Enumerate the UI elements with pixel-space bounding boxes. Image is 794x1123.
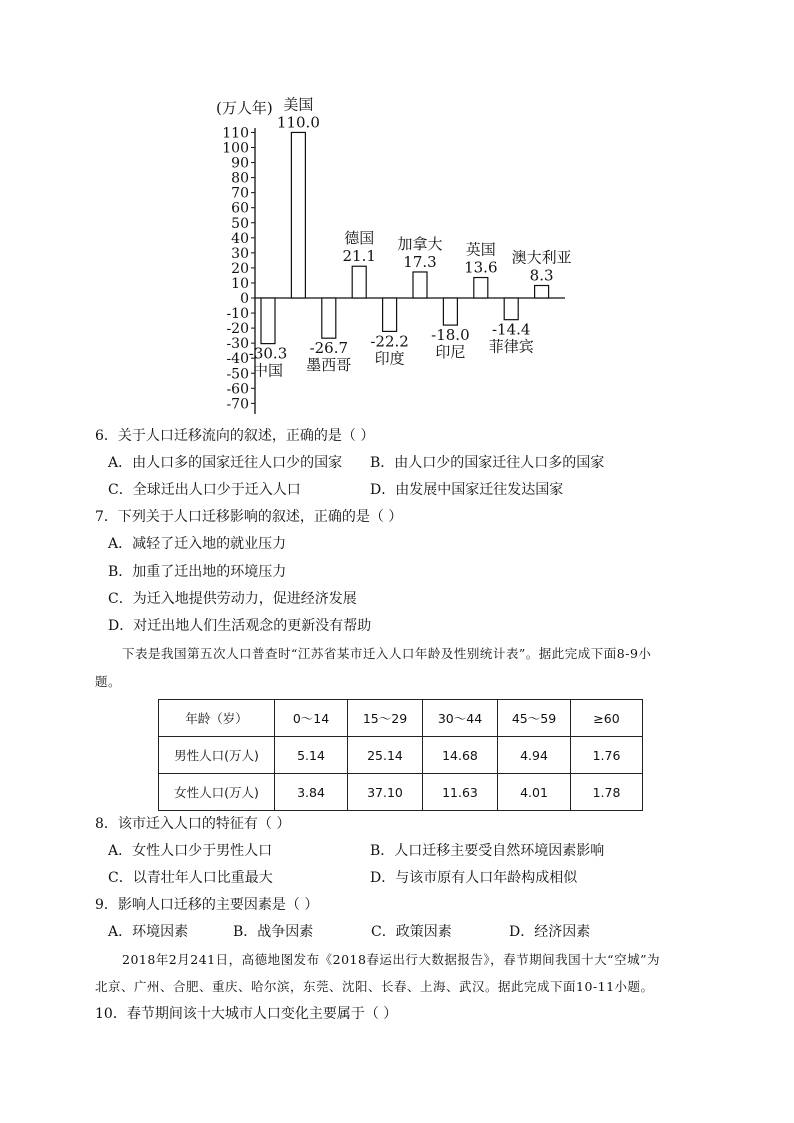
bar: [443, 298, 457, 325]
table-header-cell: 15～29: [348, 700, 423, 737]
question-7-stem: 7．下列关于人口迁移影响的叙述，正确的是（ ）: [95, 509, 403, 525]
table-cell: 3.84: [275, 774, 348, 811]
question-7-option-d[interactable]: D．对迁出地人们生活观念的更新没有帮助: [108, 618, 372, 634]
table-header-cell: 0～14: [275, 700, 348, 737]
bar-country-label: 墨西哥: [306, 356, 352, 375]
question-6-option-a[interactable]: A．由人口多的国家迁往人口少的国家: [108, 455, 343, 471]
question-8-option-d[interactable]: D．与该市原有人口年龄构成相似: [370, 870, 578, 886]
intro-10-11-line-2: 北京、广州、合肥、重庆、哈尔滨，东莞、沈阳、长春、上海、武汉。据此完成下面10-11小题。: [95, 979, 654, 994]
bar: [352, 266, 366, 298]
bar-country-label: 印尼: [435, 343, 466, 362]
bar-value-label: -22.2: [370, 332, 409, 351]
table-cell: 4.94: [498, 737, 571, 774]
y-tick-label: 50: [231, 215, 249, 232]
bars: [249, 95, 572, 379]
question-10-stem: 10．春节期间该十大城市人口变化主要属于（ ）: [95, 1006, 398, 1022]
table-cell: 4.01: [498, 774, 571, 811]
y-tick-label: 80: [231, 170, 249, 187]
table-header-cell: ≥60: [571, 700, 643, 737]
question-8-option-c[interactable]: C．以青壮年人口比重最大: [108, 870, 273, 886]
y-tick-label: 100: [222, 140, 249, 157]
question-6-option-b[interactable]: B．由人口少的国家迁往人口多的国家: [370, 455, 605, 471]
question-6-option-c[interactable]: C．全球迁出人口少于迁入人口: [108, 482, 301, 498]
table-row: [159, 774, 643, 811]
table-cell: 1.78: [571, 774, 643, 811]
y-tick-label: 40: [231, 230, 249, 247]
table-row-label: 男性人口(万人): [159, 737, 275, 774]
question-9-option-b[interactable]: B．战争因素: [233, 924, 314, 940]
question-6-option-d[interactable]: D．由发展中国家迁往发达国家: [370, 482, 564, 498]
intro-8-9-line-1: 下表是我国第五次人口普查时“江苏省某市迁入人口年龄及性别统计表”。据此完成下面8-9小: [122, 646, 652, 661]
table-row-label: 女性人口(万人): [159, 774, 275, 811]
y-tick-label: 30: [231, 245, 249, 262]
y-tick-label: 60: [231, 200, 249, 217]
y-tick-label: 70: [231, 185, 249, 202]
y-tick-label: -70: [226, 396, 249, 413]
bar-value-label: 8.3: [529, 266, 554, 285]
bar-value-label: -26.7: [309, 339, 349, 358]
table-cell: 1.76: [571, 737, 643, 774]
y-tick-label: 0: [240, 291, 249, 307]
question-9-option-c[interactable]: C．政策因素: [371, 924, 452, 940]
bar-value-label: 17.3: [403, 252, 437, 271]
question-6-stem: 6．关于人口迁移流向的叙述，正确的是（ ）: [95, 428, 375, 444]
table-header-cell: 年龄（岁）: [159, 700, 275, 737]
y-axis-ticks: [222, 125, 255, 412]
y-tick-label: 90: [231, 155, 249, 172]
bar-country-label: 印度: [374, 349, 405, 368]
question-9-stem: 9．影响人口迁移的主要因素是（ ）: [95, 897, 319, 913]
table-cell: 14.68: [423, 737, 498, 774]
table-row: [159, 737, 643, 774]
y-tick-label: 20: [231, 260, 249, 277]
bar-country-label: 加拿大: [397, 234, 443, 253]
y-tick-label: -10: [226, 306, 249, 323]
bar-value-label: 110.0: [276, 113, 320, 132]
intro-8-9-line-2: 题。: [95, 674, 122, 689]
table-header-cell: 45～59: [498, 700, 571, 737]
table-cell: 5.14: [275, 737, 348, 774]
bar-value-label: -14.4: [491, 320, 531, 339]
y-tick-label: 10: [231, 275, 249, 292]
question-9-option-d[interactable]: D．经济因素: [509, 924, 591, 940]
table-cell: 11.63: [423, 774, 498, 811]
question-7-option-a[interactable]: A．减轻了迁入地的就业压力: [108, 536, 287, 552]
bar: [291, 132, 305, 298]
question-8-option-b[interactable]: B．人口迁移主要受自然环境因素影响: [370, 843, 605, 859]
intro-10-11-line-1: 2018年2月241日，高德地图发布《2018春运出行大数据报告》，春节期间我国十大“空城”为: [122, 952, 660, 967]
question-8-stem: 8．该市迁入人口的特征有（ ）: [95, 816, 291, 832]
age-sex-table: [158, 699, 643, 811]
bar-value-label: 13.6: [464, 258, 498, 277]
y-axis-unit-label: (万人年): [216, 99, 273, 117]
table-cell: 37.10: [348, 774, 423, 811]
question-7-option-c[interactable]: C．为迁入地提供劳动力，促进经济发展: [108, 591, 357, 607]
y-tick-label: 110: [222, 125, 249, 142]
bar: [535, 286, 549, 298]
bar: [504, 298, 518, 320]
bar-country-label: 英国: [465, 240, 496, 259]
bar: [474, 278, 488, 298]
bar-country-label: 中国: [252, 361, 284, 380]
bar-value-label: 21.1: [342, 247, 376, 266]
bar-country-label: 美国: [283, 95, 314, 114]
bar-value-label: -18.0: [431, 326, 470, 345]
question-8-option-a[interactable]: A．女性人口少于男性人口: [108, 843, 273, 859]
question-7-option-b[interactable]: B．加重了迁出地的环境压力: [108, 564, 287, 580]
bar-country-label: 菲律宾: [488, 337, 534, 356]
y-tick-label: -60: [226, 381, 249, 398]
bar: [413, 272, 427, 298]
question-9-option-a[interactable]: A．环境因素: [108, 924, 189, 940]
y-tick-label: -30: [226, 336, 249, 353]
bar: [383, 298, 397, 331]
bar-value-label: -30.3: [248, 344, 288, 363]
bar: [261, 298, 275, 344]
y-tick-label: -50: [226, 366, 249, 383]
y-tick-label: -20: [226, 321, 249, 338]
migration-bar-chart: [0, 0, 794, 420]
table-cell: 25.14: [348, 737, 423, 774]
table-header-row: [159, 700, 643, 737]
table-header-cell: 30～44: [423, 700, 498, 737]
bar-country-label: 德国: [344, 229, 375, 248]
y-tick-label: -40: [226, 351, 249, 368]
bar-country-label: 澳大利亚: [511, 248, 572, 267]
bar: [322, 298, 336, 338]
